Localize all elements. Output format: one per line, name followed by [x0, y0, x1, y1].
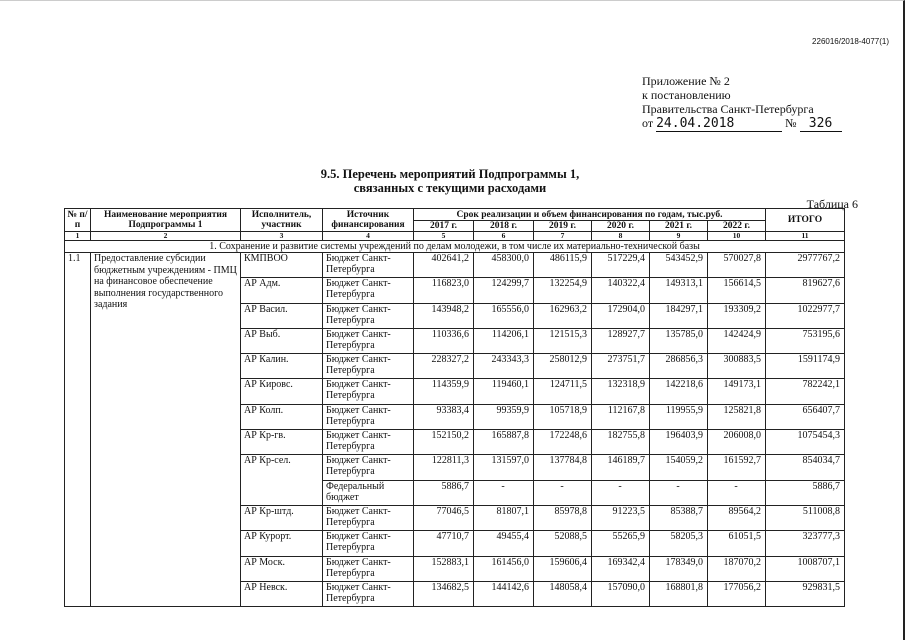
value-cell: 486115,9 — [534, 253, 592, 278]
source-cell: Бюджет Санкт-Петербурга — [323, 253, 414, 278]
item-number: 1.1 — [65, 253, 91, 607]
appendix-line-2: к постановлению — [642, 88, 731, 102]
value-cell: 184297,1 — [650, 303, 708, 328]
total-cell: 929831,5 — [766, 581, 845, 606]
value-cell: 77046,5 — [414, 505, 474, 530]
total-cell: 854034,7 — [766, 455, 845, 480]
value-cell: 91223,5 — [592, 505, 650, 530]
value-cell: 161592,7 — [708, 455, 766, 480]
value-cell: 47710,7 — [414, 531, 474, 556]
value-cell: 243343,3 — [474, 354, 534, 379]
value-cell: 148058,4 — [534, 581, 592, 606]
value-cell: 114359,9 — [414, 379, 474, 404]
measures-table — [64, 208, 845, 607]
value-cell: 114206,1 — [474, 328, 534, 353]
value-cell: 165556,0 — [474, 303, 534, 328]
executor-cell: КМПВОО — [241, 253, 323, 278]
value-cell: 149313,1 — [650, 278, 708, 303]
item-name: Предоставление субсидии бюджетным учреждениям - ПМЦ на финансовое обеспечение выполнения государственного задания — [91, 253, 241, 607]
column-number: 3 — [241, 232, 323, 241]
value-cell: 134682,5 — [414, 581, 474, 606]
value-cell: 458300,0 — [474, 253, 534, 278]
source-cell: Бюджет Санкт-Петербурга — [323, 303, 414, 328]
header-num: № п/п — [65, 209, 91, 232]
value-cell: 273751,7 — [592, 354, 650, 379]
column-number: 5 — [414, 232, 474, 241]
appendix-line-1: Приложение № 2 — [642, 74, 730, 88]
value-cell: - — [534, 480, 592, 505]
source-cell: Бюджет Санкт-Петербурга — [323, 430, 414, 455]
appendix-date-line — [642, 116, 842, 132]
value-cell: 402641,2 — [414, 253, 474, 278]
value-cell: 142218,6 — [650, 379, 708, 404]
value-cell: - — [592, 480, 650, 505]
section-heading: 1. Сохранение и развитие системы учреждений по делам молодежи, в том числе их материально-технической базы — [65, 241, 845, 253]
total-cell: 323777,3 — [766, 531, 845, 556]
total-cell: 2977767,2 — [766, 253, 845, 278]
value-cell: 143948,2 — [414, 303, 474, 328]
value-cell: 169342,4 — [592, 556, 650, 581]
value-cell: 124299,7 — [474, 278, 534, 303]
value-cell: 172904,0 — [592, 303, 650, 328]
value-cell: 177056,2 — [708, 581, 766, 606]
total-cell: 1008707,1 — [766, 556, 845, 581]
value-cell: 132254,9 — [534, 278, 592, 303]
source-cell: Бюджет Санкт-Петербурга — [323, 379, 414, 404]
resolution-number: 326 — [808, 116, 833, 131]
value-cell: 144142,6 — [474, 581, 534, 606]
title-line-1: 9.5. Перечень мероприятий Подпрограммы 1, — [320, 167, 580, 181]
value-cell: 132318,9 — [592, 379, 650, 404]
executor-cell: АР Моск. — [241, 556, 323, 581]
header-year: 2018 г. — [474, 221, 534, 232]
executor-cell: АР Невск. — [241, 581, 323, 606]
value-cell: 154059,2 — [650, 455, 708, 480]
header-source: Источник финансирования — [323, 209, 414, 232]
value-cell: 61051,5 — [708, 531, 766, 556]
executor-cell: АР Выб. — [241, 328, 323, 353]
source-cell: Бюджет Санкт-Петербурга — [323, 404, 414, 429]
value-cell: 81807,1 — [474, 505, 534, 530]
value-cell: 112167,8 — [592, 404, 650, 429]
value-cell: 168801,8 — [650, 581, 708, 606]
source-cell: Бюджет Санкт-Петербурга — [323, 505, 414, 530]
header-year: 2019 г. — [534, 221, 592, 232]
value-cell: 156614,5 — [708, 278, 766, 303]
value-cell: - — [650, 480, 708, 505]
total-cell: 819627,6 — [766, 278, 845, 303]
header-executor: Исполнитель, участник — [241, 209, 323, 232]
header-name: Наименование мероприятия Подпрограммы 1 — [91, 209, 241, 232]
value-cell: 142424,9 — [708, 328, 766, 353]
source-cell: Бюджет Санкт-Петербурга — [323, 278, 414, 303]
total-cell: 753195,6 — [766, 328, 845, 353]
header-year: 2022 г. — [708, 221, 766, 232]
value-cell: - — [708, 480, 766, 505]
total-cell: 1075454,3 — [766, 430, 845, 455]
source-cell: Бюджет Санкт-Петербурга — [323, 581, 414, 606]
column-number: 8 — [592, 232, 650, 241]
value-cell: 146189,7 — [592, 455, 650, 480]
value-cell: 85978,8 — [534, 505, 592, 530]
executor-cell: АР Кр-гв. — [241, 430, 323, 455]
value-cell: 124711,5 — [534, 379, 592, 404]
value-cell: 135785,0 — [650, 328, 708, 353]
table-label: Таблица 6 — [806, 197, 858, 211]
value-cell: 55265,9 — [592, 531, 650, 556]
value-cell: 206008,0 — [708, 430, 766, 455]
value-cell: 182755,8 — [592, 430, 650, 455]
value-cell: 161456,0 — [474, 556, 534, 581]
value-cell: 121515,3 — [534, 328, 592, 353]
appendix-line-3: Правительства Санкт-Петербурга — [642, 102, 814, 116]
value-cell: 140322,4 — [592, 278, 650, 303]
from-label: от — [642, 116, 654, 130]
value-cell: 85388,7 — [650, 505, 708, 530]
executor-cell: АР Курорт. — [241, 531, 323, 556]
total-cell: 782242,1 — [766, 379, 845, 404]
document-number: 226016/2018-4077(1) — [812, 37, 889, 46]
value-cell: 172248,6 — [534, 430, 592, 455]
header-total: ИТОГО — [766, 209, 845, 232]
source-cell: Бюджет Санкт-Петербурга — [323, 354, 414, 379]
source-cell: Бюджет Санкт-Петербурга — [323, 531, 414, 556]
value-cell: 49455,4 — [474, 531, 534, 556]
value-cell: 152883,1 — [414, 556, 474, 581]
value-cell: 89564,2 — [708, 505, 766, 530]
executor-cell: АР Адм. — [241, 278, 323, 303]
title-line-2: связанных с текущими расходами — [353, 181, 547, 195]
value-cell: 159606,4 — [534, 556, 592, 581]
value-cell: 286856,3 — [650, 354, 708, 379]
value-cell: 119460,1 — [474, 379, 534, 404]
executor-cell: АР Кр-сел. — [241, 455, 323, 506]
value-cell: 165887,8 — [474, 430, 534, 455]
value-cell: 178349,0 — [650, 556, 708, 581]
value-cell: 149173,1 — [708, 379, 766, 404]
value-cell: 193309,2 — [708, 303, 766, 328]
total-cell: 5886,7 — [766, 480, 845, 505]
source-cell: Бюджет Санкт-Петербурга — [323, 455, 414, 480]
value-cell: 119955,9 — [650, 404, 708, 429]
executor-cell: АР Васил. — [241, 303, 323, 328]
source-cell: Федеральный бюджет — [323, 480, 414, 505]
executor-cell: АР Колп. — [241, 404, 323, 429]
total-cell: 1022977,7 — [766, 303, 845, 328]
source-cell: Бюджет Санкт-Петербурга — [323, 328, 414, 353]
column-number: 10 — [708, 232, 766, 241]
value-cell: 93383,4 — [414, 404, 474, 429]
value-cell: 125821,8 — [708, 404, 766, 429]
number-label: № — [785, 116, 797, 130]
column-number: 2 — [91, 232, 241, 241]
value-cell: 543452,9 — [650, 253, 708, 278]
value-cell: 116823,0 — [414, 278, 474, 303]
appendix-block — [642, 74, 842, 132]
total-cell: 656407,7 — [766, 404, 845, 429]
column-number: 9 — [650, 232, 708, 241]
value-cell: 300883,5 — [708, 354, 766, 379]
value-cell: 187070,2 — [708, 556, 766, 581]
total-cell: 1591174,9 — [766, 354, 845, 379]
value-cell: 162963,2 — [534, 303, 592, 328]
value-cell: - — [474, 480, 534, 505]
value-cell: 258012,9 — [534, 354, 592, 379]
value-cell: 5886,7 — [414, 480, 474, 505]
value-cell: 52088,5 — [534, 531, 592, 556]
value-cell: 105718,9 — [534, 404, 592, 429]
value-cell: 228327,2 — [414, 354, 474, 379]
value-cell: 137784,8 — [534, 455, 592, 480]
column-number: 11 — [766, 232, 845, 241]
value-cell: 110336,6 — [414, 328, 474, 353]
total-cell: 511008,8 — [766, 505, 845, 530]
value-cell: 196403,9 — [650, 430, 708, 455]
value-cell: 122811,3 — [414, 455, 474, 480]
executor-cell: АР Кр-штд. — [241, 505, 323, 530]
header-year: 2017 г. — [414, 221, 474, 232]
header-year: 2020 г. — [592, 221, 650, 232]
column-number: 4 — [323, 232, 414, 241]
executor-cell: АР Кировс. — [241, 379, 323, 404]
value-cell: 131597,0 — [474, 455, 534, 480]
header-year: 2021 г. — [650, 221, 708, 232]
value-cell: 128927,7 — [592, 328, 650, 353]
page-title — [220, 167, 680, 195]
value-cell: 152150,2 — [414, 430, 474, 455]
value-cell: 99359,9 — [474, 404, 534, 429]
column-number: 6 — [474, 232, 534, 241]
value-cell: 517229,4 — [592, 253, 650, 278]
value-cell: 570027,8 — [708, 253, 766, 278]
column-number: 7 — [534, 232, 592, 241]
value-cell: 157090,0 — [592, 581, 650, 606]
source-cell: Бюджет Санкт-Петербурга — [323, 556, 414, 581]
executor-cell: АР Калин. — [241, 354, 323, 379]
value-cell: 58205,3 — [650, 531, 708, 556]
table-row — [65, 253, 845, 278]
resolution-date: 24.04.2018 — [656, 116, 735, 131]
column-number: 1 — [65, 232, 91, 241]
header-period: Срок реализации и объем финансирования по годам, тыс.руб. — [414, 209, 766, 221]
